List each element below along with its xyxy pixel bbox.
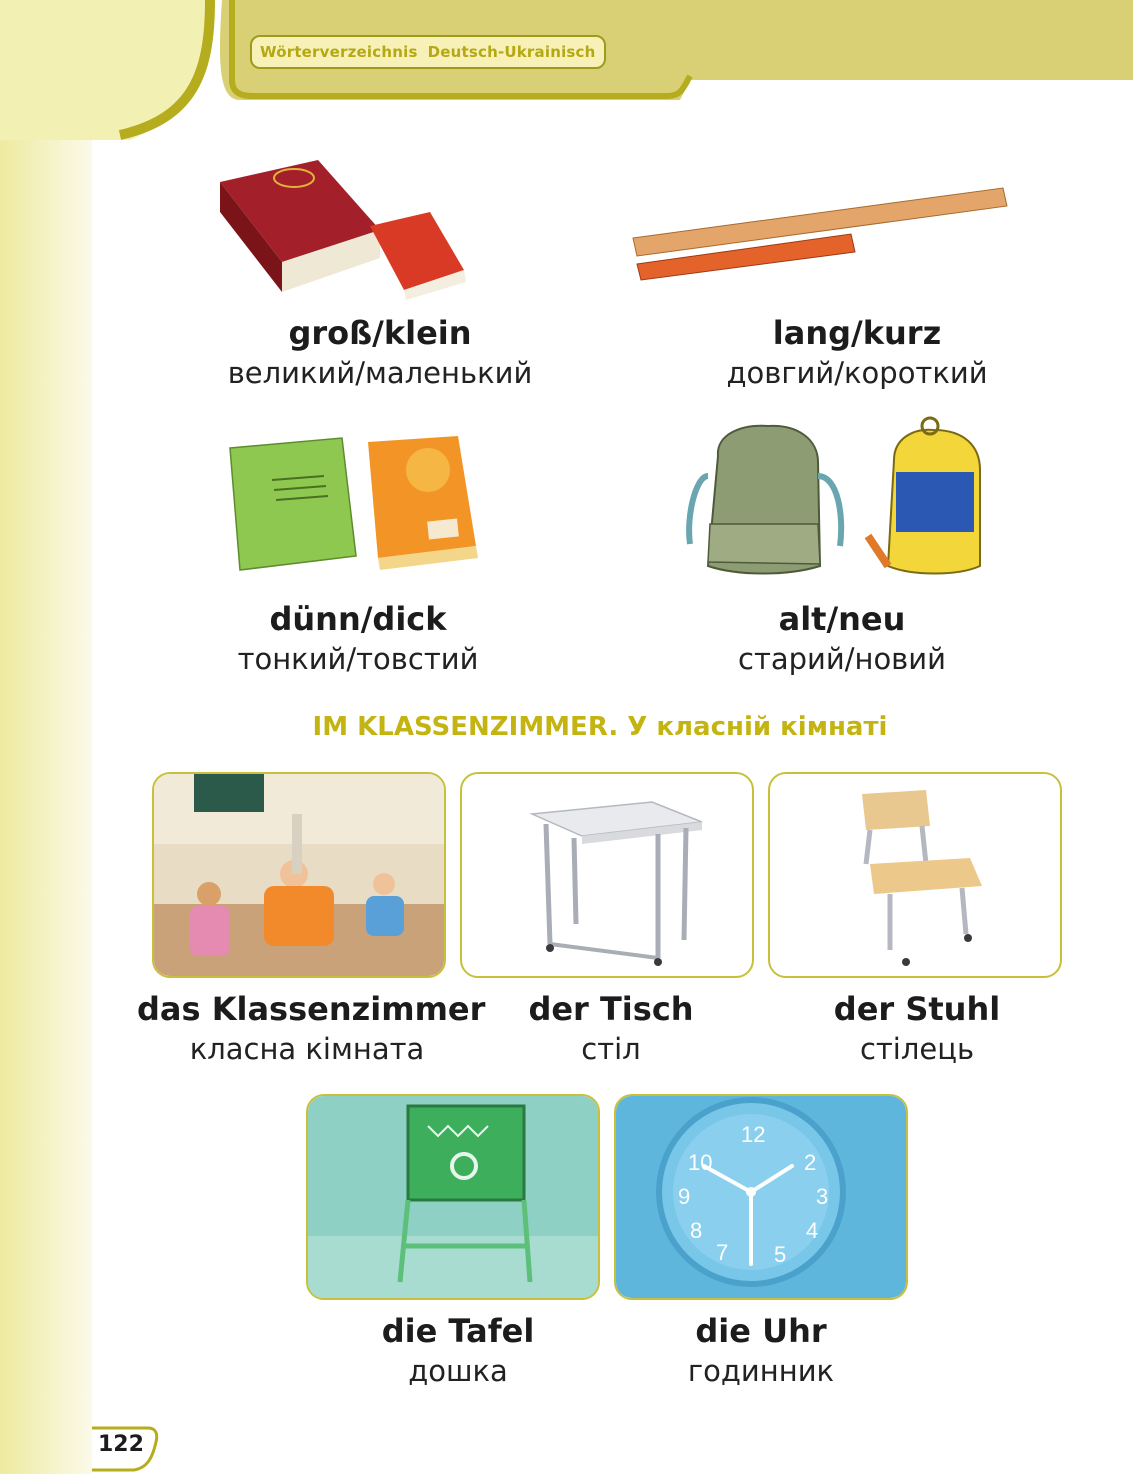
- chair-photo: [768, 772, 1062, 978]
- clock-translation: годинник: [687, 1354, 835, 1388]
- desk-translation: стіл: [581, 1032, 641, 1066]
- adjective-word-1: groß/klein: [288, 314, 472, 352]
- chair-translation: стілець: [859, 1032, 975, 1066]
- adjective-word-3: dünn/dick: [269, 600, 447, 638]
- board-word: die Tafel: [381, 1312, 535, 1350]
- long-and-short-rulers-image: [625, 182, 1010, 282]
- classroom-translation: класна кімната: [189, 1032, 425, 1066]
- classroom-photo: [152, 772, 446, 978]
- svg-text:12: 12: [741, 1122, 766, 1147]
- page-number: 122: [98, 1432, 144, 1457]
- thin-and-thick-notebooks-image: [218, 430, 493, 580]
- adjective-word-4: alt/neu: [778, 600, 906, 638]
- header-band: [0, 0, 1133, 140]
- big-and-small-books-image: [208, 152, 480, 302]
- desk-photo: [460, 772, 754, 978]
- adjective-word-2: lang/kurz: [772, 314, 942, 352]
- svg-text:3: 3: [816, 1184, 829, 1209]
- svg-text:10: 10: [688, 1150, 713, 1175]
- header-title: [250, 35, 606, 69]
- board-photo: [306, 1094, 600, 1300]
- header-title-part1: Wörterverzeichnis: [260, 43, 418, 61]
- clock-photo: [614, 1094, 908, 1300]
- page-margin-strip: [0, 0, 92, 1474]
- svg-text:2: 2: [804, 1150, 817, 1175]
- chair-word: der Stuhl: [833, 990, 1001, 1028]
- adjective-translation-4: старий/новий: [738, 642, 946, 676]
- adjective-translation-1: великий/маленький: [227, 356, 533, 390]
- svg-text:7: 7: [716, 1240, 729, 1265]
- svg-text:8: 8: [690, 1218, 703, 1243]
- svg-text:4: 4: [806, 1218, 819, 1243]
- svg-text:9: 9: [678, 1184, 691, 1209]
- adjective-translation-2: довгий/короткий: [726, 356, 988, 390]
- classroom-word: das Klassenzimmer: [137, 990, 486, 1028]
- desk-word: der Tisch: [528, 990, 694, 1028]
- old-and-new-backpacks-image: [668, 416, 1000, 586]
- svg-text:5: 5: [774, 1242, 787, 1267]
- header-title-part2: Deutsch-Ukrainisch: [427, 43, 596, 61]
- adjective-translation-3: тонкий/товстий: [237, 642, 479, 676]
- section-title: IM KLASSENZIMMER. У класній кімнаті: [312, 712, 888, 742]
- clock-word: die Uhr: [695, 1312, 827, 1350]
- board-translation: дошка: [408, 1354, 508, 1388]
